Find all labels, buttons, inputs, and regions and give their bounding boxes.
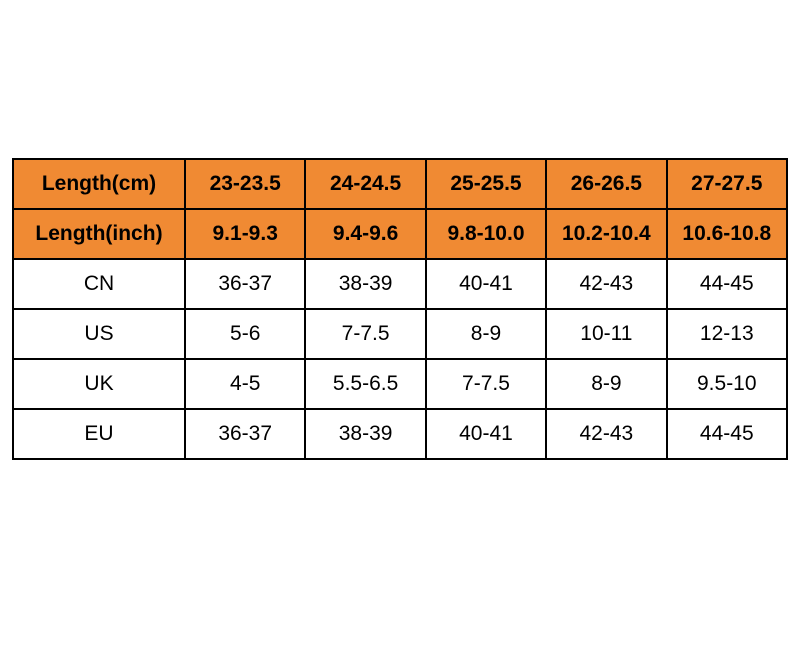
table-cell: 5.5-6.5: [305, 359, 425, 409]
size-chart-body: [13, 159, 787, 459]
row-label: CN: [13, 259, 185, 309]
table-cell: 36-37: [185, 259, 305, 309]
table-row: [13, 409, 787, 459]
table-cell: 44-45: [667, 409, 787, 459]
table-cell: 10-11: [546, 309, 666, 359]
table-cell: 40-41: [426, 409, 546, 459]
table-cell: 26-26.5: [546, 159, 666, 209]
table-row: [13, 309, 787, 359]
row-label: EU: [13, 409, 185, 459]
table-cell: 42-43: [546, 409, 666, 459]
table-cell: 10.2-10.4: [546, 209, 666, 259]
table-cell: 9.5-10: [667, 359, 787, 409]
table-cell: 23-23.5: [185, 159, 305, 209]
table-cell: 24-24.5: [305, 159, 425, 209]
table-cell: 9.1-9.3: [185, 209, 305, 259]
table-cell: 40-41: [426, 259, 546, 309]
table-cell: 42-43: [546, 259, 666, 309]
table-cell: 25-25.5: [426, 159, 546, 209]
table-cell: 27-27.5: [667, 159, 787, 209]
table-cell: 8-9: [546, 359, 666, 409]
size-chart-container: [12, 158, 788, 460]
table-cell: 7-7.5: [426, 359, 546, 409]
table-cell: 36-37: [185, 409, 305, 459]
table-cell: 9.4-9.6: [305, 209, 425, 259]
row-label: UK: [13, 359, 185, 409]
table-cell: 7-7.5: [305, 309, 425, 359]
row-label: Length(cm): [13, 159, 185, 209]
table-cell: 38-39: [305, 409, 425, 459]
table-row: [13, 259, 787, 309]
table-cell: 44-45: [667, 259, 787, 309]
table-cell: 8-9: [426, 309, 546, 359]
table-row: [13, 359, 787, 409]
table-cell: 12-13: [667, 309, 787, 359]
table-row: [13, 159, 787, 209]
table-cell: 5-6: [185, 309, 305, 359]
size-chart-table: [12, 158, 788, 460]
table-cell: 9.8-10.0: [426, 209, 546, 259]
row-label: US: [13, 309, 185, 359]
table-row: [13, 209, 787, 259]
table-cell: 4-5: [185, 359, 305, 409]
row-label: Length(inch): [13, 209, 185, 259]
table-cell: 38-39: [305, 259, 425, 309]
table-cell: 10.6-10.8: [667, 209, 787, 259]
